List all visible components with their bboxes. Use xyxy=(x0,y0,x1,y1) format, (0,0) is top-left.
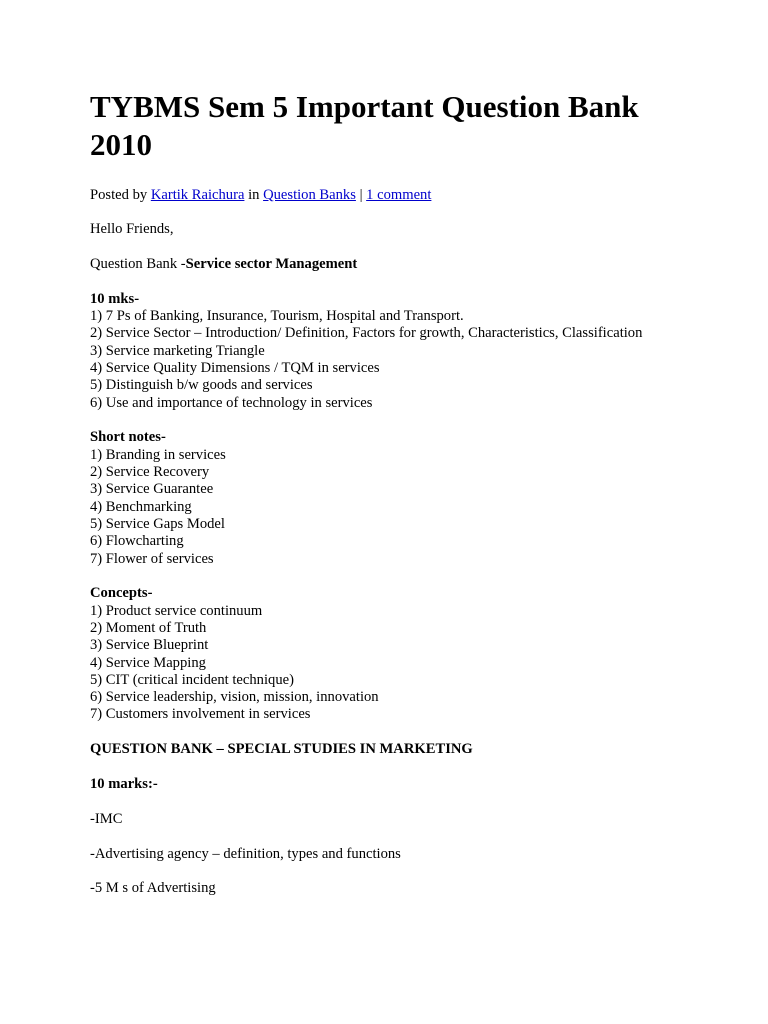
post-content xyxy=(90,88,750,915)
post-meta xyxy=(90,187,750,204)
list-item: 1) Branding in services xyxy=(90,446,226,463)
short-notes-section xyxy=(90,429,750,567)
section-heading: QUESTION BANK – SPECIAL STUDIES IN MARKETING xyxy=(90,741,473,758)
list-item: 4) Service Mapping xyxy=(90,654,206,671)
question-bank-prefix: Question Bank - xyxy=(90,256,186,273)
in-label: in xyxy=(244,187,264,203)
ten-marks-heading xyxy=(90,776,750,793)
section-heading: Short notes- xyxy=(90,429,166,446)
list-item: 2) Service Sector – Introduction/ Definition, Factors for growth, Characteristics, Classification xyxy=(90,325,643,342)
list-item: 3) Service Blueprint xyxy=(90,637,209,654)
comments-link[interactable]: 1 comment xyxy=(366,187,432,203)
list-item: 4) Benchmarking xyxy=(90,498,192,515)
list-item: 6) Service leadership, vision, mission, innovation xyxy=(90,689,379,706)
list-item: 2) Moment of Truth xyxy=(90,619,207,636)
list-item: 3) Service Guarantee xyxy=(90,481,214,498)
category-link[interactable]: Question Banks xyxy=(263,187,356,203)
list-item: 6) Use and importance of technology in services xyxy=(90,394,373,411)
list-item: 4) Service Quality Dimensions / TQM in services xyxy=(90,360,380,377)
list-item: -Advertising agency – definition, types and functions xyxy=(90,845,401,862)
posted-by-label: Posted by xyxy=(90,187,151,203)
list-item: -IMC xyxy=(90,810,123,827)
section-heading: 10 mks- xyxy=(90,290,140,307)
list-item: 5) Distinguish b/w goods and services xyxy=(90,377,313,394)
list-item: 3) Service marketing Triangle xyxy=(90,342,265,359)
concepts-section xyxy=(90,585,750,723)
post-title: TYBMS Sem 5 Important Question Bank 2010 xyxy=(90,89,639,162)
ten-mks-section xyxy=(90,291,750,412)
question-bank-2-title xyxy=(90,741,750,758)
section-heading: Concepts- xyxy=(90,585,153,602)
list-item: 5) CIT (critical incident technique) xyxy=(90,671,294,688)
list-item: 1) 7 Ps of Banking, Insurance, Tourism, Hospital and Transport. xyxy=(90,308,464,325)
list-item: 5) Service Gaps Model xyxy=(90,515,225,532)
list-item: 6) Flowcharting xyxy=(90,533,184,550)
list-item: 7) Flower of services xyxy=(90,550,214,567)
list-item: 2) Service Recovery xyxy=(90,464,210,481)
list-item: 7) Customers involvement in services xyxy=(90,706,311,723)
section-heading: 10 marks:- xyxy=(90,776,158,793)
meta-separator: | xyxy=(355,187,367,203)
author-link[interactable]: Kartik Raichura xyxy=(150,187,245,203)
greeting: Hello Friends, xyxy=(90,221,174,238)
question-bank-1-title xyxy=(90,256,750,273)
question-bank-subject: Service sector Management xyxy=(185,256,358,273)
list-item: -5 M s of Advertising xyxy=(90,880,216,897)
list-item: 1) Product service continuum xyxy=(90,602,263,619)
